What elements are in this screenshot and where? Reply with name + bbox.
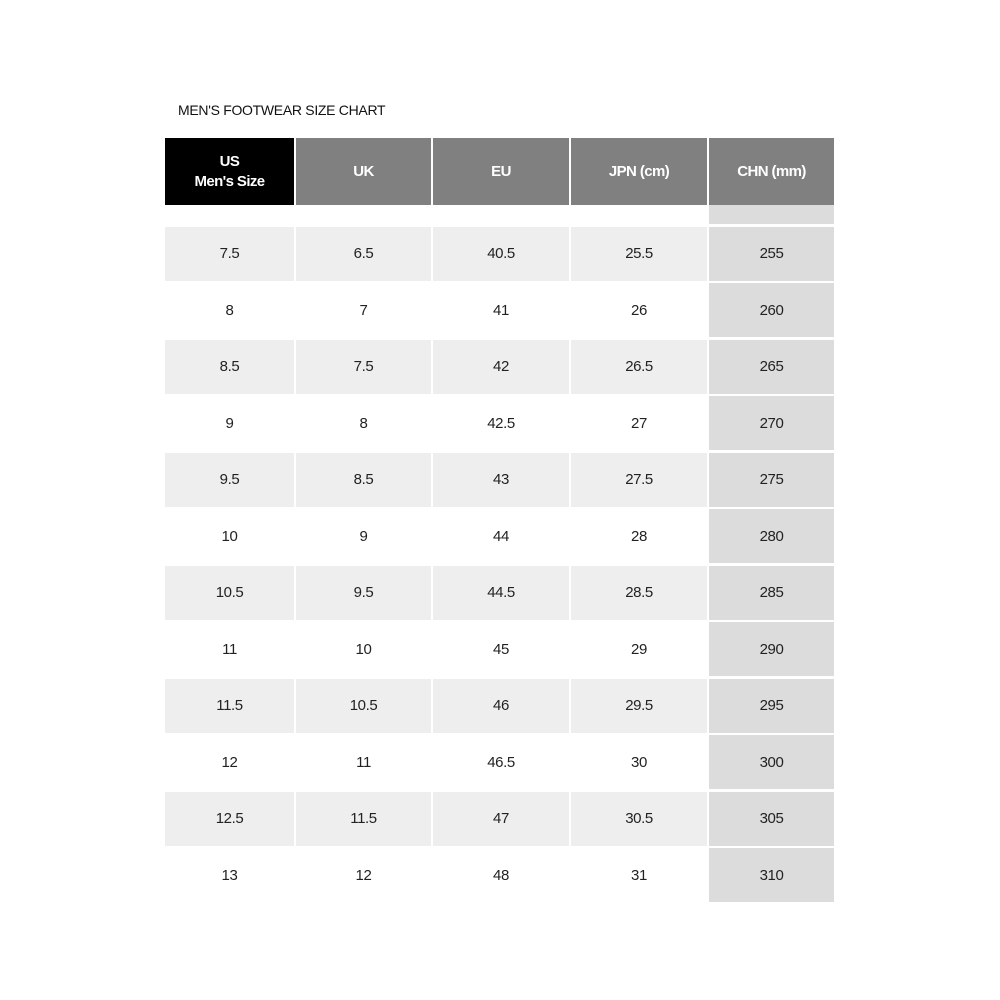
header-chn bbox=[709, 138, 834, 205]
cell-us: 12 bbox=[165, 735, 294, 789]
header-text: EU bbox=[491, 162, 511, 180]
cell-uk: 11.5 bbox=[296, 792, 431, 846]
header-text: Men's Size bbox=[194, 172, 265, 190]
cell-us: 13 bbox=[165, 848, 294, 902]
cell-eu: 45 bbox=[433, 622, 569, 676]
cell-chn: 300 bbox=[709, 735, 834, 789]
table-row bbox=[165, 396, 834, 450]
cell-uk: 9.5 bbox=[296, 566, 431, 620]
cell-jpn: 25.5 bbox=[571, 227, 707, 281]
header-us bbox=[165, 138, 294, 205]
table-row bbox=[165, 566, 834, 620]
header-uk bbox=[296, 138, 431, 205]
cell-jpn: 30.5 bbox=[571, 792, 707, 846]
cell-us: 7.5 bbox=[165, 227, 294, 281]
cell-us: 10 bbox=[165, 509, 294, 563]
cell-eu: 41 bbox=[433, 283, 569, 337]
cell-chn: 310 bbox=[709, 848, 834, 902]
cell-uk: 11 bbox=[296, 735, 431, 789]
header-text: JPN (cm) bbox=[608, 162, 670, 180]
header-text: CHN (mm) bbox=[737, 162, 806, 180]
cell-jpn: 31 bbox=[571, 848, 707, 902]
cell-uk: 6.5 bbox=[296, 227, 431, 281]
header-text: UK bbox=[353, 162, 374, 180]
cell-us: 11 bbox=[165, 622, 294, 676]
cell-chn: 305 bbox=[709, 792, 834, 846]
size-chart-table bbox=[165, 138, 834, 908]
cell-jpn: 29 bbox=[571, 622, 707, 676]
cell-jpn: 26 bbox=[571, 283, 707, 337]
cell-uk: 8.5 bbox=[296, 453, 431, 507]
cell-us: 10.5 bbox=[165, 566, 294, 620]
cell-chn: 280 bbox=[709, 509, 834, 563]
table-row bbox=[165, 340, 834, 394]
cell-uk: 7 bbox=[296, 283, 431, 337]
cell-uk: 7.5 bbox=[296, 340, 431, 394]
table-row bbox=[165, 679, 834, 733]
cell-uk: 8 bbox=[296, 396, 431, 450]
cell-chn: 270 bbox=[709, 396, 834, 450]
cell-jpn: 28.5 bbox=[571, 566, 707, 620]
table-row bbox=[165, 622, 834, 676]
cell-us: 8 bbox=[165, 283, 294, 337]
cell-chn: 265 bbox=[709, 340, 834, 394]
cell-uk: 10.5 bbox=[296, 679, 431, 733]
table-row bbox=[165, 848, 834, 902]
table-header bbox=[165, 138, 834, 205]
cell-chn: 255 bbox=[709, 227, 834, 281]
cell-jpn: 30 bbox=[571, 735, 707, 789]
cell-chn: 275 bbox=[709, 453, 834, 507]
cell-chn: 290 bbox=[709, 622, 834, 676]
cell-jpn: 27.5 bbox=[571, 453, 707, 507]
cell-jpn: 26.5 bbox=[571, 340, 707, 394]
table-row bbox=[165, 227, 834, 281]
cell-eu: 42.5 bbox=[433, 396, 569, 450]
cell-chn: 260 bbox=[709, 283, 834, 337]
cell-us: 9 bbox=[165, 396, 294, 450]
header-text: US bbox=[219, 152, 240, 170]
cell-chn: 285 bbox=[709, 566, 834, 620]
cell-uk: 12 bbox=[296, 848, 431, 902]
table-row bbox=[165, 792, 834, 846]
header-eu bbox=[433, 138, 569, 205]
cell-eu: 47 bbox=[433, 792, 569, 846]
table-row bbox=[165, 283, 834, 337]
cell-us: 12.5 bbox=[165, 792, 294, 846]
page-title: MEN'S FOOTWEAR SIZE CHART bbox=[178, 102, 386, 118]
cell-eu: 48 bbox=[433, 848, 569, 902]
cell-eu: 44.5 bbox=[433, 566, 569, 620]
table-row bbox=[165, 509, 834, 563]
table-row bbox=[165, 735, 834, 789]
cell-eu: 46.5 bbox=[433, 735, 569, 789]
cell-uk: 9 bbox=[296, 509, 431, 563]
cell-jpn: 28 bbox=[571, 509, 707, 563]
cell-eu: 40.5 bbox=[433, 227, 569, 281]
cell-chn: 295 bbox=[709, 679, 834, 733]
cell-eu: 42 bbox=[433, 340, 569, 394]
cell-us: 11.5 bbox=[165, 679, 294, 733]
cell-eu: 44 bbox=[433, 509, 569, 563]
cell-eu: 46 bbox=[433, 679, 569, 733]
cell-us: 8.5 bbox=[165, 340, 294, 394]
header-jpn bbox=[571, 138, 707, 205]
table-row bbox=[165, 453, 834, 507]
cell-jpn: 29.5 bbox=[571, 679, 707, 733]
cell-us: 9.5 bbox=[165, 453, 294, 507]
cell-jpn: 27 bbox=[571, 396, 707, 450]
cell-uk: 10 bbox=[296, 622, 431, 676]
cell-eu: 43 bbox=[433, 453, 569, 507]
